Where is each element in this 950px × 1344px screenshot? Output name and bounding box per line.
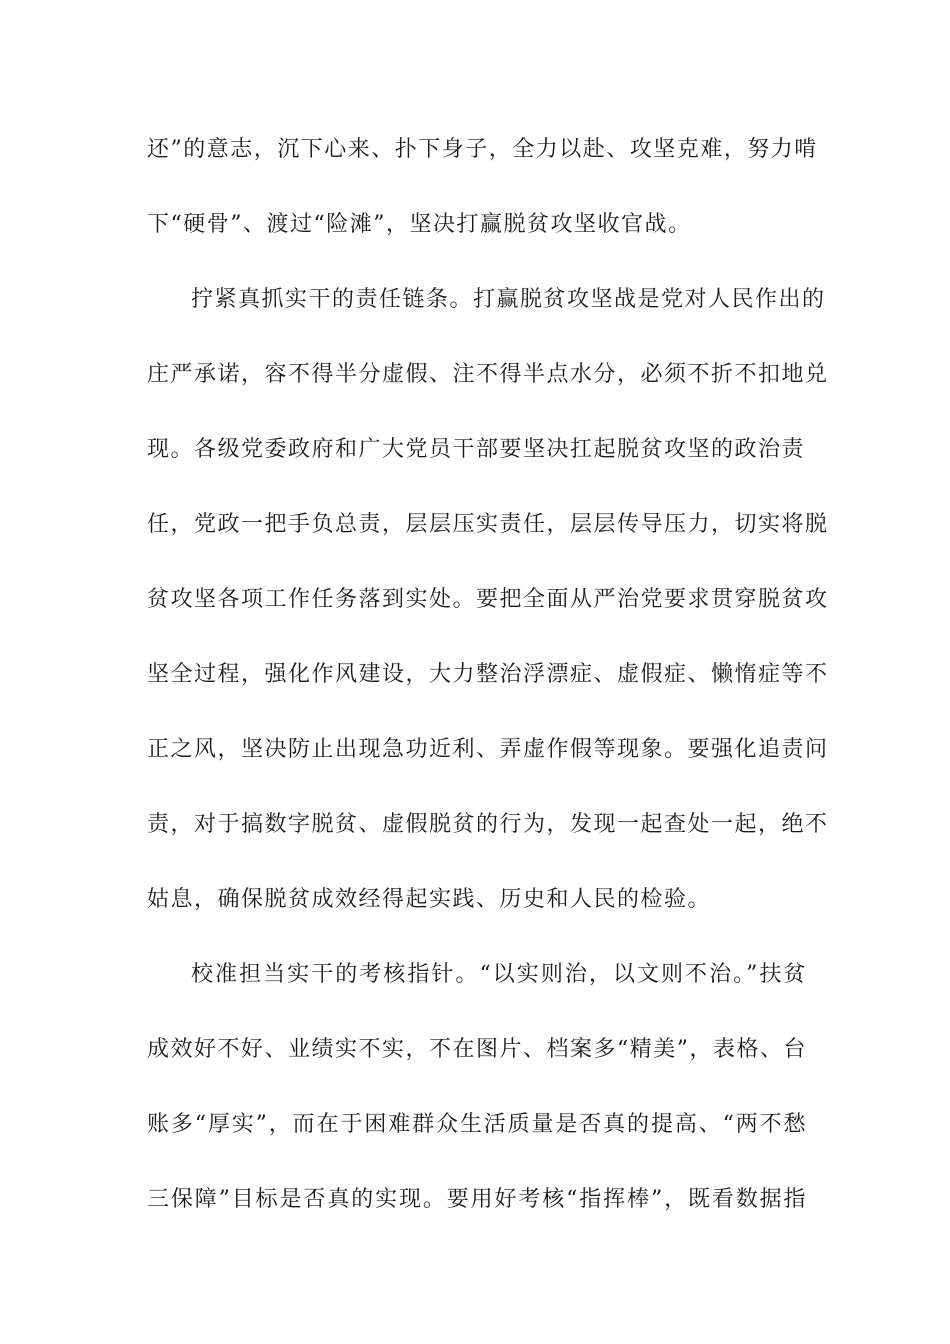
text-line: 任，党政一把手负总责，层层压实责任，层层传导压力，切实将脱 — [147, 512, 829, 537]
text-line: 账多“厚实”，而在于困难群众生活质量是否真的提高、“两不愁 — [147, 1112, 807, 1137]
text-line: 坚全过程，强化作风建设，大力整治浮漂症、虚假症、懒惰症等不 — [147, 662, 829, 687]
paragraph-first-line: 校准担当实干的考核指针。“以实则治，以文则不治。”扶贫 — [191, 962, 807, 987]
text-line: 正之风，坚决防止出现急功近利、弄虚作假等现象。要强化追责问 — [147, 737, 829, 762]
text-line: 贫攻坚各项工作任务落到实处。要把全面从严治党要求贯穿脱贫攻 — [147, 587, 829, 612]
text-line: 姑息，确保脱贫成效经得起实践、历史和人民的检验。 — [147, 887, 712, 912]
paragraph-first-line: 拧紧真抓实干的责任链条。打赢脱贫攻坚战是党对人民作出的 — [191, 287, 826, 312]
text-line: 成效好不好、业绩实不实，不在图片、档案多“精美”，表格、台 — [147, 1037, 807, 1062]
text-line: 下“硬骨”、渡过“险滩”，坚决打赢脱贫攻坚收官战。 — [147, 212, 692, 237]
text-line: 三保障”目标是否真的实现。要用好考核“指挥棒”，既看数据指 — [147, 1187, 807, 1212]
text-line: 还”的意志，沉下心来、扑下身子，全力以赴、攻坚克难，努力啃 — [147, 137, 818, 162]
text-line: 现。各级党委政府和广大党员干部要坚决扛起脱贫攻坚的政治责 — [147, 437, 806, 462]
text-line: 庄严承诺，容不得半分虚假、注不得半点水分，必须不折不扣地兑 — [147, 362, 829, 387]
text-line: 责，对于搞数字脱贫、虚假脱贫的行为，发现一起查处一起，绝不 — [147, 812, 829, 837]
